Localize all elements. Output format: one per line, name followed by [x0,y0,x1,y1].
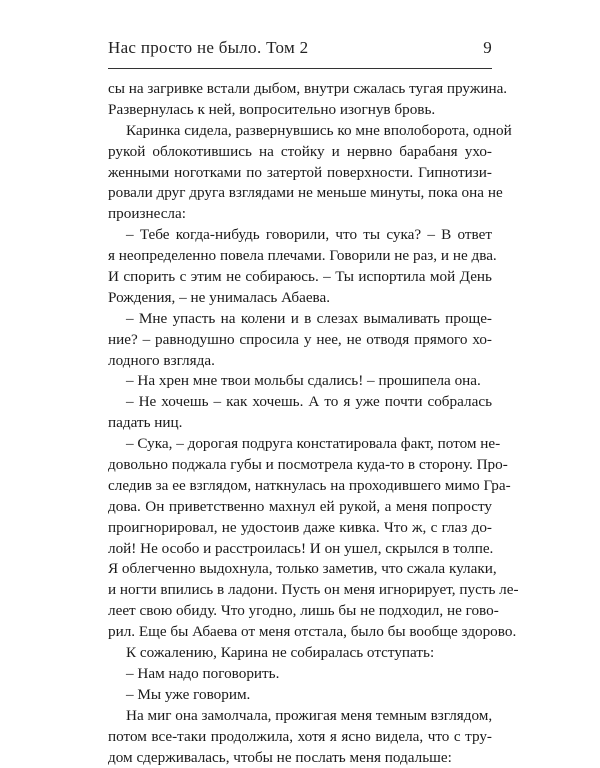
text-line: сы на загривке встали дыбом, внутри сжалась тугая пружина. [108,79,492,100]
text-line: рил. Еще бы Абаева от меня отстала, было бы вообще здорово. [108,622,492,643]
text-line: Рождения, – не унималась Абаева. [108,288,492,309]
body-text [108,79,492,768]
text-line: следив за ее взглядом, наткнулась на проходившего мимо Гра- [108,476,492,497]
text-line: – Тебе когда-нибудь говорили, что ты сука? – В ответ [108,225,492,246]
text-line: – Мне упасть на колени и в слезах вымаливать проще- [108,309,492,330]
text-line: женными ноготками по затертой поверхности. Гипнотизи- [108,163,492,184]
header-rule [108,68,492,69]
text-line: леет свою обиду. Что угодно, лишь бы не подходил, не гово- [108,601,492,622]
page-number: 9 [483,38,492,58]
text-line: дом сдерживалась, чтобы не послать меня подальше: [108,748,492,768]
text-line: и ногти впились в ладони. Пусть он меня игнорирует, пусть ле- [108,580,492,601]
text-line: довольно поджала губы и посмотрела куда-то в сторону. Про- [108,455,492,476]
text-line: ние? – равнодушно спросила у нее, не отводя прямого хо- [108,330,492,351]
text-line: – Сука, – дорогая подруга констатировала факт, потом не- [108,434,492,455]
text-line: я неопределенно повела плечами. Говорили не раз, и не два. [108,246,492,267]
text-line: падать ниц. [108,413,492,434]
text-line: лой! Не особо и расстроилась! И он ушел, скрылся в толпе. [108,539,492,560]
text-line: проигнорировал, не удостоив даже кивка. Что ж, с глаз до- [108,518,492,539]
text-line: лодного взгляда. [108,351,492,372]
text-line: На миг она замолчала, прожигая меня темным взглядом, [108,706,492,727]
text-line: – На хрен мне твои мольбы сдались! – прошипела она. [108,371,492,392]
running-title: Нас просто не было. Том 2 [108,38,308,58]
text-line: Я облегченно выдохнула, только заметив, что сжала кулаки, [108,559,492,580]
text-line: К сожалению, Карина не собиралась отступать: [108,643,492,664]
text-line: произнесла: [108,204,492,225]
text-line: – Нам надо поговорить. [108,664,492,685]
text-line: Каринка сидела, развернувшись ко мне вполоборота, одной [108,121,492,142]
text-line: ровали друг друга взглядами не меньше минуты, пока она не [108,183,492,204]
text-line: Развернулась к ней, вопросительно изогнув бровь. [108,100,492,121]
text-line: – Не хочешь – как хочешь. А то я уже почти собралась [108,392,492,413]
text-line: рукой облокотившись на стойку и нервно барабаня ухо- [108,142,492,163]
text-line: И спорить с этим не собираюсь. – Ты испортила мой День [108,267,492,288]
running-header [108,38,492,62]
text-line: – Мы уже говорим. [108,685,492,706]
text-line: дова. Он приветственно махнул ей рукой, а меня попросту [108,497,492,518]
text-line: потом все-таки продолжила, хотя я ясно видела, что с тру- [108,727,492,748]
